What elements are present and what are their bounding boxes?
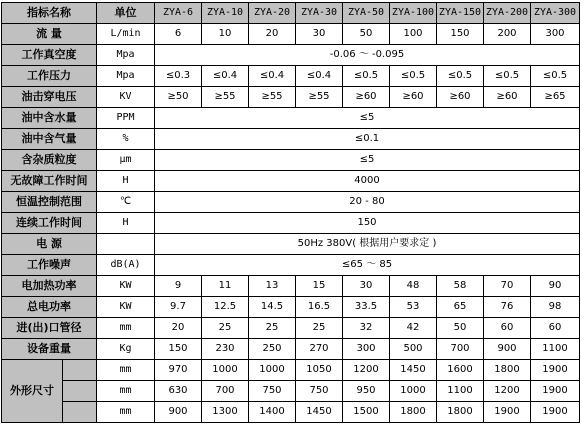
value-cell: 150 <box>437 24 484 45</box>
value-cell: 1000 <box>202 360 249 381</box>
row-label: 总电功率 <box>2 297 97 318</box>
value-cell: 700 <box>202 381 249 402</box>
model-header: ZYA-20 <box>249 3 296 24</box>
dimension-row <box>2 360 580 381</box>
dimension-sublabel <box>63 360 96 381</box>
value-cell: 12.5 <box>202 297 249 318</box>
value-cell: 53 <box>390 297 437 318</box>
row-label: 流 量 <box>2 24 97 45</box>
row-label: 连续工作时间 <box>2 213 97 234</box>
value-cell: ≤0.4 <box>202 66 249 87</box>
value-cell: 1500 <box>343 402 390 423</box>
spec-row <box>2 108 580 129</box>
value-cell: ≤0.5 <box>484 66 531 87</box>
value-cell: 90 <box>531 276 580 297</box>
value-cell: ≥60 <box>343 87 390 108</box>
value-cell: 14.5 <box>249 297 296 318</box>
value-cell: 300 <box>531 24 580 45</box>
spec-row <box>2 255 580 276</box>
value-cell: 65 <box>437 297 484 318</box>
spec-row <box>2 66 580 87</box>
value-cell: 300 <box>343 339 390 360</box>
value-cell: ≥55 <box>296 87 343 108</box>
row-unit: Mpa <box>97 45 155 66</box>
value-cell: 6 <box>155 24 202 45</box>
spec-row <box>2 213 580 234</box>
span-value-cell: ≤0.1 <box>155 129 580 150</box>
value-cell: 20 <box>249 24 296 45</box>
row-unit: H <box>97 213 155 234</box>
row-unit: KW <box>97 297 155 318</box>
row-label: 工作压力 <box>2 66 97 87</box>
row-unit: KW <box>97 276 155 297</box>
row-label: 含杂质粒度 <box>2 150 97 171</box>
spec-row <box>2 192 580 213</box>
spec-table <box>1 2 580 423</box>
row-unit: dB(A) <box>97 255 155 276</box>
row-unit: mm <box>97 318 155 339</box>
row-label: 油中含水量 <box>2 108 97 129</box>
value-cell: 1300 <box>202 402 249 423</box>
value-cell: 1900 <box>531 381 580 402</box>
spec-row <box>2 171 580 192</box>
value-cell: 950 <box>343 381 390 402</box>
spec-row <box>2 234 580 255</box>
row-unit: mm <box>97 402 155 423</box>
value-cell: 9.7 <box>155 297 202 318</box>
value-cell: 60 <box>531 318 580 339</box>
model-header: ZYA-150 <box>437 3 484 24</box>
row-label: 工作真空度 <box>2 45 97 66</box>
header-row <box>2 3 580 24</box>
value-cell: ≤0.4 <box>296 66 343 87</box>
span-value-cell: ≤5 <box>155 108 580 129</box>
value-cell: 1450 <box>390 360 437 381</box>
spec-row <box>2 276 580 297</box>
spec-row <box>2 129 580 150</box>
row-unit: L/min <box>97 24 155 45</box>
spec-row <box>2 45 580 66</box>
value-cell: ≤0.5 <box>437 66 484 87</box>
header-label-cell: 指标名称 <box>2 3 97 24</box>
value-cell: 1450 <box>296 402 343 423</box>
value-cell: 9 <box>155 276 202 297</box>
row-unit: Kg <box>97 339 155 360</box>
value-cell: 1900 <box>531 402 580 423</box>
value-cell: 1800 <box>390 402 437 423</box>
value-cell: 900 <box>484 339 531 360</box>
value-cell: 50 <box>343 24 390 45</box>
value-cell: 270 <box>296 339 343 360</box>
row-label: 恒温控制范围 <box>2 192 97 213</box>
row-label: 无故障工作时间 <box>2 171 97 192</box>
value-cell: ≤0.5 <box>531 66 580 87</box>
row-unit <box>97 234 155 255</box>
dimension-sublabel <box>63 381 96 402</box>
value-cell: 25 <box>202 318 249 339</box>
header-unit-cell: 单位 <box>97 3 155 24</box>
value-cell: ≥55 <box>249 87 296 108</box>
value-cell: ≥50 <box>155 87 202 108</box>
value-cell: 32 <box>343 318 390 339</box>
value-cell: 1900 <box>484 402 531 423</box>
row-unit: PPM <box>97 108 155 129</box>
value-cell: ≥60 <box>484 87 531 108</box>
value-cell: 30 <box>296 24 343 45</box>
spec-row <box>2 24 580 45</box>
value-cell: 1100 <box>437 381 484 402</box>
value-cell: 60 <box>484 318 531 339</box>
value-cell: 76 <box>484 297 531 318</box>
dimension-label <box>2 360 97 423</box>
value-cell: 250 <box>249 339 296 360</box>
row-unit: % <box>97 129 155 150</box>
span-value-cell: 150 <box>155 213 580 234</box>
value-cell: ≥55 <box>202 87 249 108</box>
value-cell: 48 <box>390 276 437 297</box>
dimension-block <box>2 360 96 422</box>
value-cell: 1800 <box>437 402 484 423</box>
spec-table-body <box>2 3 580 423</box>
value-cell: 33.5 <box>343 297 390 318</box>
value-cell: 1050 <box>296 360 343 381</box>
model-header: ZYA-50 <box>343 3 390 24</box>
value-cell: ≤0.5 <box>343 66 390 87</box>
dimension-sublabel <box>63 402 96 422</box>
row-unit: mm <box>97 381 155 402</box>
span-value-cell: 4000 <box>155 171 580 192</box>
value-cell: 13 <box>249 276 296 297</box>
value-cell: 100 <box>390 24 437 45</box>
value-cell: 1200 <box>343 360 390 381</box>
span-value-cell: -0.06 ～ -0.095 <box>155 45 580 66</box>
value-cell: ≤0.4 <box>249 66 296 87</box>
spec-row <box>2 87 580 108</box>
value-cell: 1000 <box>390 381 437 402</box>
row-label: 工作噪声 <box>2 255 97 276</box>
value-cell: 15 <box>296 276 343 297</box>
row-label: 油击穿电压 <box>2 87 97 108</box>
value-cell: 25 <box>296 318 343 339</box>
value-cell: 1800 <box>484 360 531 381</box>
spec-row <box>2 339 580 360</box>
value-cell: 58 <box>437 276 484 297</box>
row-unit: ℃ <box>97 192 155 213</box>
value-cell: ≥60 <box>390 87 437 108</box>
model-header: ZYA-10 <box>202 3 249 24</box>
spec-row <box>2 318 580 339</box>
row-label: 进(出)口管径 <box>2 318 97 339</box>
row-label: 电 源 <box>2 234 97 255</box>
value-cell: ≤0.5 <box>390 66 437 87</box>
value-cell: 11 <box>202 276 249 297</box>
value-cell: 1200 <box>484 381 531 402</box>
value-cell: 30 <box>343 276 390 297</box>
value-cell: 150 <box>155 339 202 360</box>
span-value-cell: 20 - 80 <box>155 192 580 213</box>
value-cell: 42 <box>390 318 437 339</box>
value-cell: 70 <box>484 276 531 297</box>
value-cell: 1400 <box>249 402 296 423</box>
value-cell: ≤0.3 <box>155 66 202 87</box>
value-cell: 200 <box>484 24 531 45</box>
value-cell: 970 <box>155 360 202 381</box>
row-unit: KV <box>97 87 155 108</box>
value-cell: ≥65 <box>531 87 580 108</box>
value-cell: 1900 <box>531 360 580 381</box>
model-header: ZYA-6 <box>155 3 202 24</box>
value-cell: 98 <box>531 297 580 318</box>
value-cell: 10 <box>202 24 249 45</box>
model-header: ZYA-100 <box>390 3 437 24</box>
span-value-cell: ≤5 <box>155 150 580 171</box>
value-cell: 500 <box>390 339 437 360</box>
row-unit: μm <box>97 150 155 171</box>
row-label: 油中含气量 <box>2 129 97 150</box>
span-value-cell: 50Hz 380V( 根据用户要求定 ) <box>155 234 580 255</box>
row-label: 设备重量 <box>2 339 97 360</box>
value-cell: ≥60 <box>437 87 484 108</box>
span-value-cell: ≤65 ～ 85 <box>155 255 580 276</box>
value-cell: 50 <box>437 318 484 339</box>
row-unit: Mpa <box>97 66 155 87</box>
model-header: ZYA-30 <box>296 3 343 24</box>
model-header: ZYA-200 <box>484 3 531 24</box>
value-cell: 16.5 <box>296 297 343 318</box>
value-cell: 25 <box>249 318 296 339</box>
model-header: ZYA-300 <box>531 3 580 24</box>
value-cell: 750 <box>249 381 296 402</box>
value-cell: 700 <box>437 339 484 360</box>
value-cell: 900 <box>155 402 202 423</box>
value-cell: 230 <box>202 339 249 360</box>
value-cell: 1100 <box>531 339 580 360</box>
value-cell: 20 <box>155 318 202 339</box>
value-cell: 1600 <box>437 360 484 381</box>
spec-row <box>2 150 580 171</box>
value-cell: 630 <box>155 381 202 402</box>
value-cell: 1000 <box>249 360 296 381</box>
row-unit: H <box>97 171 155 192</box>
spec-row <box>2 297 580 318</box>
value-cell: 750 <box>296 381 343 402</box>
dimension-label-text: 外形尺寸 <box>2 360 63 422</box>
row-unit: mm <box>97 360 155 381</box>
row-label: 电加热功率 <box>2 276 97 297</box>
